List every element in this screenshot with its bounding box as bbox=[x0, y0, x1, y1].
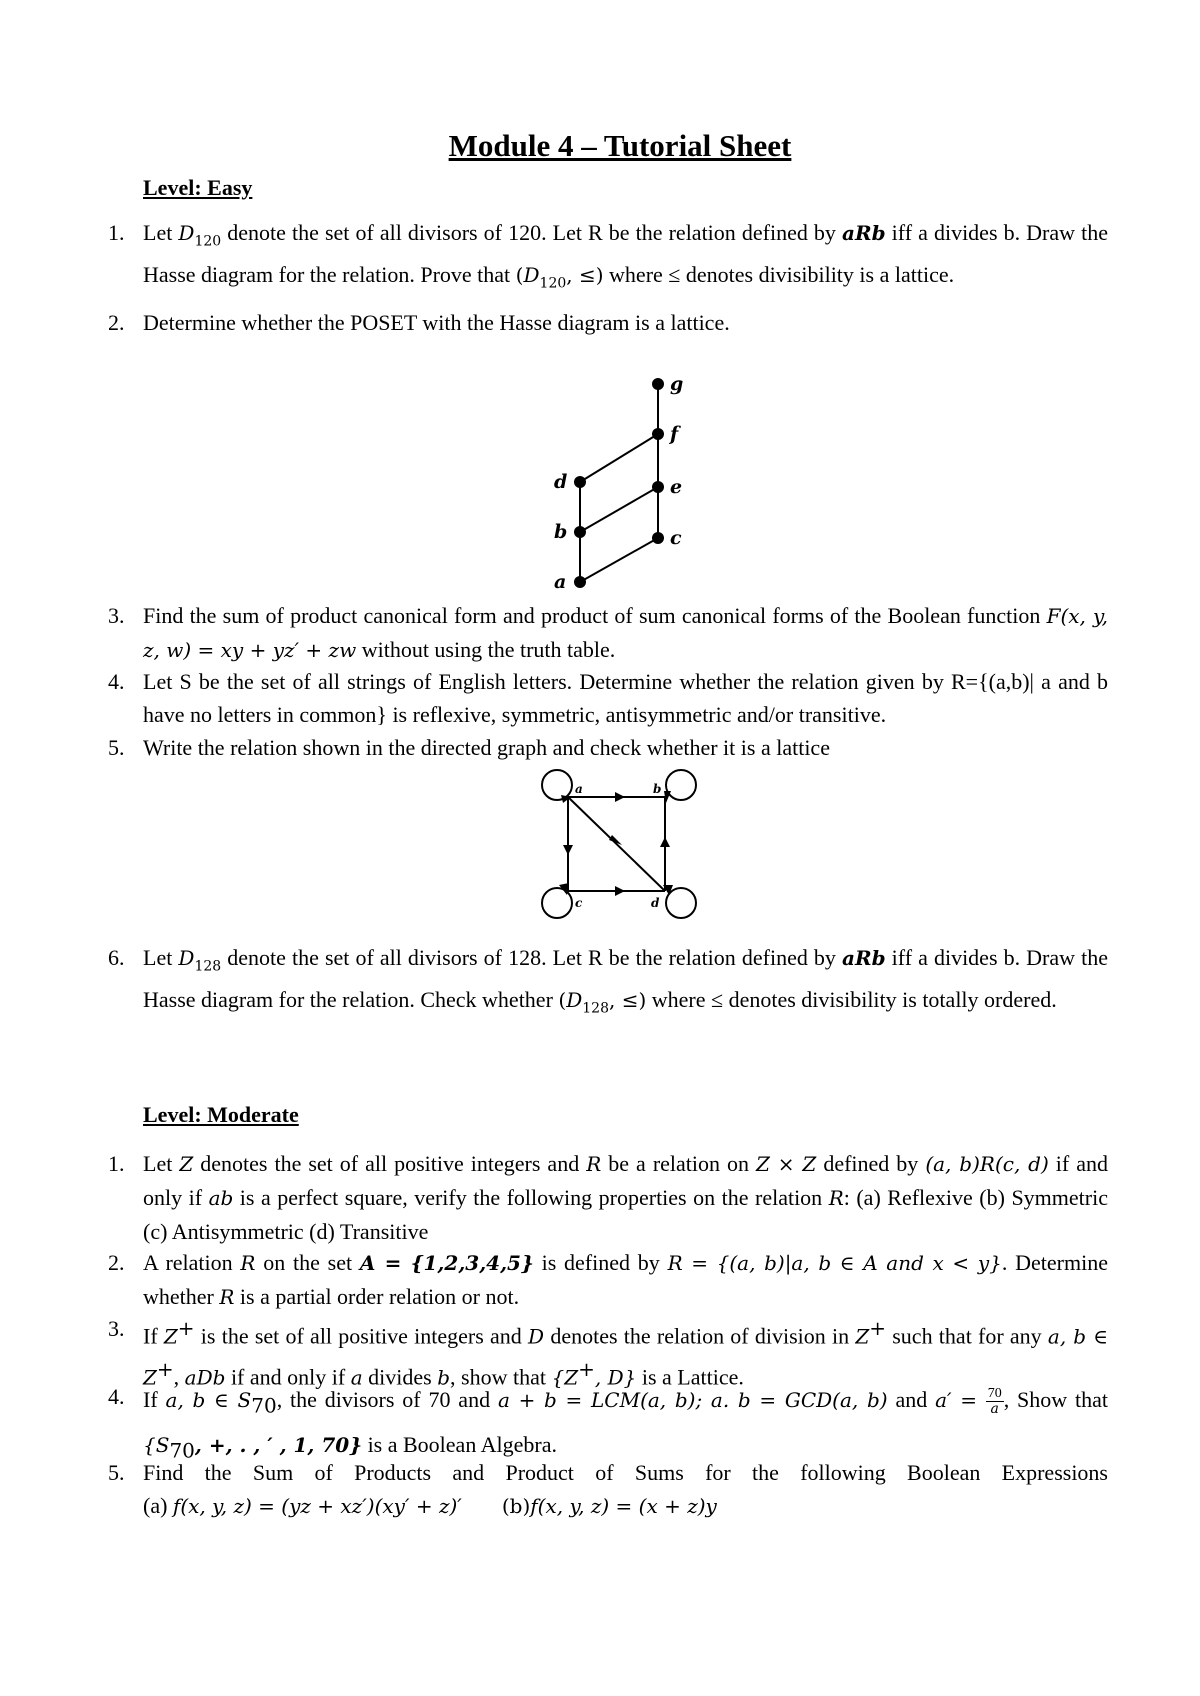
question-text: Let Z denotes the set of all positive integers and R be a relation on Z × Z defined by (a, b)R(c, d) if and only if ab is a perfect square, verify the following properties on the relation R: (a) Reflexive (b) Symmetric (c) Antisymmetric (d) Transitive bbox=[143, 1151, 1108, 1244]
question-text: If a, b ∈ $S_{70}$, the divisors of 70 and a + b = LCM(a, b); a. b = GCD(a, b) and a′ = $\frac{70}{a}$ , Show that {$S_{70}$, +, . , ′ , 1, 70} is a Boolean Algebra. bbox=[143, 1386, 1109, 1463]
self-loop-c bbox=[542, 888, 572, 918]
hasse-edge bbox=[580, 538, 658, 582]
question-number: 2. bbox=[108, 310, 125, 335]
question-number: 2. bbox=[108, 1250, 125, 1275]
question-text: If Z+ is the set of all positive integers and D denotes the relation of division in Z+ such that for any a, b ∈ Z+, aDb if and only if a divides b, show that {Z+, D} is a Lattice. bbox=[143, 1316, 1108, 1390]
level-moderate-heading: Level: Moderate bbox=[143, 1102, 299, 1127]
self-loop-d bbox=[666, 888, 696, 918]
question-text: Find the sum of product canonical form and product of sum canonical forms of the Boolean function F(x, y, z, w) = xy + yz′ + zw without using the truth table. bbox=[143, 603, 1108, 662]
question-number: 1. bbox=[108, 220, 125, 245]
arrow-c-d bbox=[615, 886, 625, 896]
directed-graph bbox=[535, 765, 705, 925]
hasse-node-g bbox=[652, 378, 664, 390]
graph-label-d: d bbox=[651, 896, 660, 910]
question-text: Let $D_{128}$ denote the set of all divisors of 128. Let R be the relation defined by aRb iff a divides b. Draw the Hasse diagram for the relation. Check whether ($D_{128}$, ≤) where ≤ denotes divisibility is totally ordered. bbox=[143, 945, 1108, 1017]
hasse-label-f: f bbox=[670, 423, 679, 445]
fraction-70-over-a: $\frac{70}{a}$ bbox=[987, 1386, 1002, 1418]
question-number: 3. bbox=[108, 603, 125, 628]
question-number: 5. bbox=[108, 735, 125, 760]
question-text: Let $D_{120}$ denote the set of all divisors of 120. Let R be the relation defined by aRb iff a divides b. Draw the Hasse diagram for the relation. Prove that ($D_{120}$, ≤) where ≤ denotes divisibility is a lattice. bbox=[143, 220, 1108, 292]
easy-question-6 bbox=[108, 941, 1108, 1026]
hasse-edge bbox=[580, 434, 658, 482]
question-text: A relation R on the set A = {1,2,3,4,5} is defined by R = {(a, b)|a, b ∈ A and x < y}. Determine whether R is a partial order relation or not. bbox=[143, 1250, 1108, 1309]
hasse-label-c: c bbox=[670, 527, 682, 549]
hasse-label-d: d bbox=[554, 471, 568, 493]
hasse-node-e bbox=[652, 481, 664, 493]
question-number: 5. bbox=[108, 1460, 125, 1485]
easy-question-5 bbox=[108, 731, 1108, 764]
arrow-a-c bbox=[563, 845, 573, 855]
arrow-a-b bbox=[615, 792, 625, 802]
hasse-node-c bbox=[652, 532, 664, 544]
moderate-question-1 bbox=[108, 1147, 1108, 1248]
question-number: 4. bbox=[108, 669, 125, 694]
question-number: 6. bbox=[108, 945, 125, 970]
hasse-node-f bbox=[652, 428, 664, 440]
edge-a-d bbox=[568, 797, 665, 891]
question-number: 1. bbox=[108, 1151, 125, 1176]
hasse-node-a bbox=[574, 576, 586, 588]
page-title: Module 4 – Tutorial Sheet bbox=[448, 128, 792, 163]
hasse-label-g: g bbox=[670, 373, 684, 395]
hasse-label-e: e bbox=[670, 476, 683, 498]
hasse-label-a: a bbox=[554, 571, 567, 590]
graph-label-a: a bbox=[575, 782, 583, 796]
easy-question-3 bbox=[108, 599, 1108, 667]
question-text: Determine whether the POSET with the Hasse diagram is a lattice. bbox=[143, 310, 730, 335]
easy-question-2 bbox=[108, 306, 1108, 339]
hasse-diagram bbox=[540, 370, 700, 590]
self-loop-a bbox=[542, 770, 572, 800]
question-text: Write the relation shown in the directed graph and check whether it is a lattice bbox=[143, 735, 830, 760]
self-loop-b bbox=[666, 770, 696, 800]
graph-label-c: c bbox=[575, 896, 583, 910]
question-text: Let S be the set of all strings of English letters. Determine whether the relation given by R={(a,b)| a and b have no letters in common} is reflexive, symmetric, antisymmetric and/or transitive. bbox=[143, 669, 1108, 727]
question-number: 4. bbox=[108, 1384, 125, 1409]
moderate-question-5 bbox=[108, 1456, 1108, 1523]
hasse-node-b bbox=[574, 526, 586, 538]
question-text: Find the Sum of Products and Product of Sums for the following Boolean Expressions (a) f(x, y, z) = (yz + xz′)(xy′ + z)′ (b)f(x, y, z) = (x + z)y bbox=[143, 1460, 1108, 1518]
level-easy-heading: Level: Easy bbox=[143, 175, 253, 200]
hasse-edge bbox=[580, 487, 658, 532]
easy-question-4 bbox=[108, 665, 1108, 731]
question-number: 3. bbox=[108, 1316, 125, 1341]
graph-label-b: b bbox=[653, 782, 662, 796]
arrow-d-b bbox=[660, 837, 670, 847]
hasse-label-b: b bbox=[554, 521, 568, 543]
hasse-node-d bbox=[574, 476, 586, 488]
moderate-question-2 bbox=[108, 1246, 1108, 1314]
easy-question-1 bbox=[108, 216, 1108, 301]
